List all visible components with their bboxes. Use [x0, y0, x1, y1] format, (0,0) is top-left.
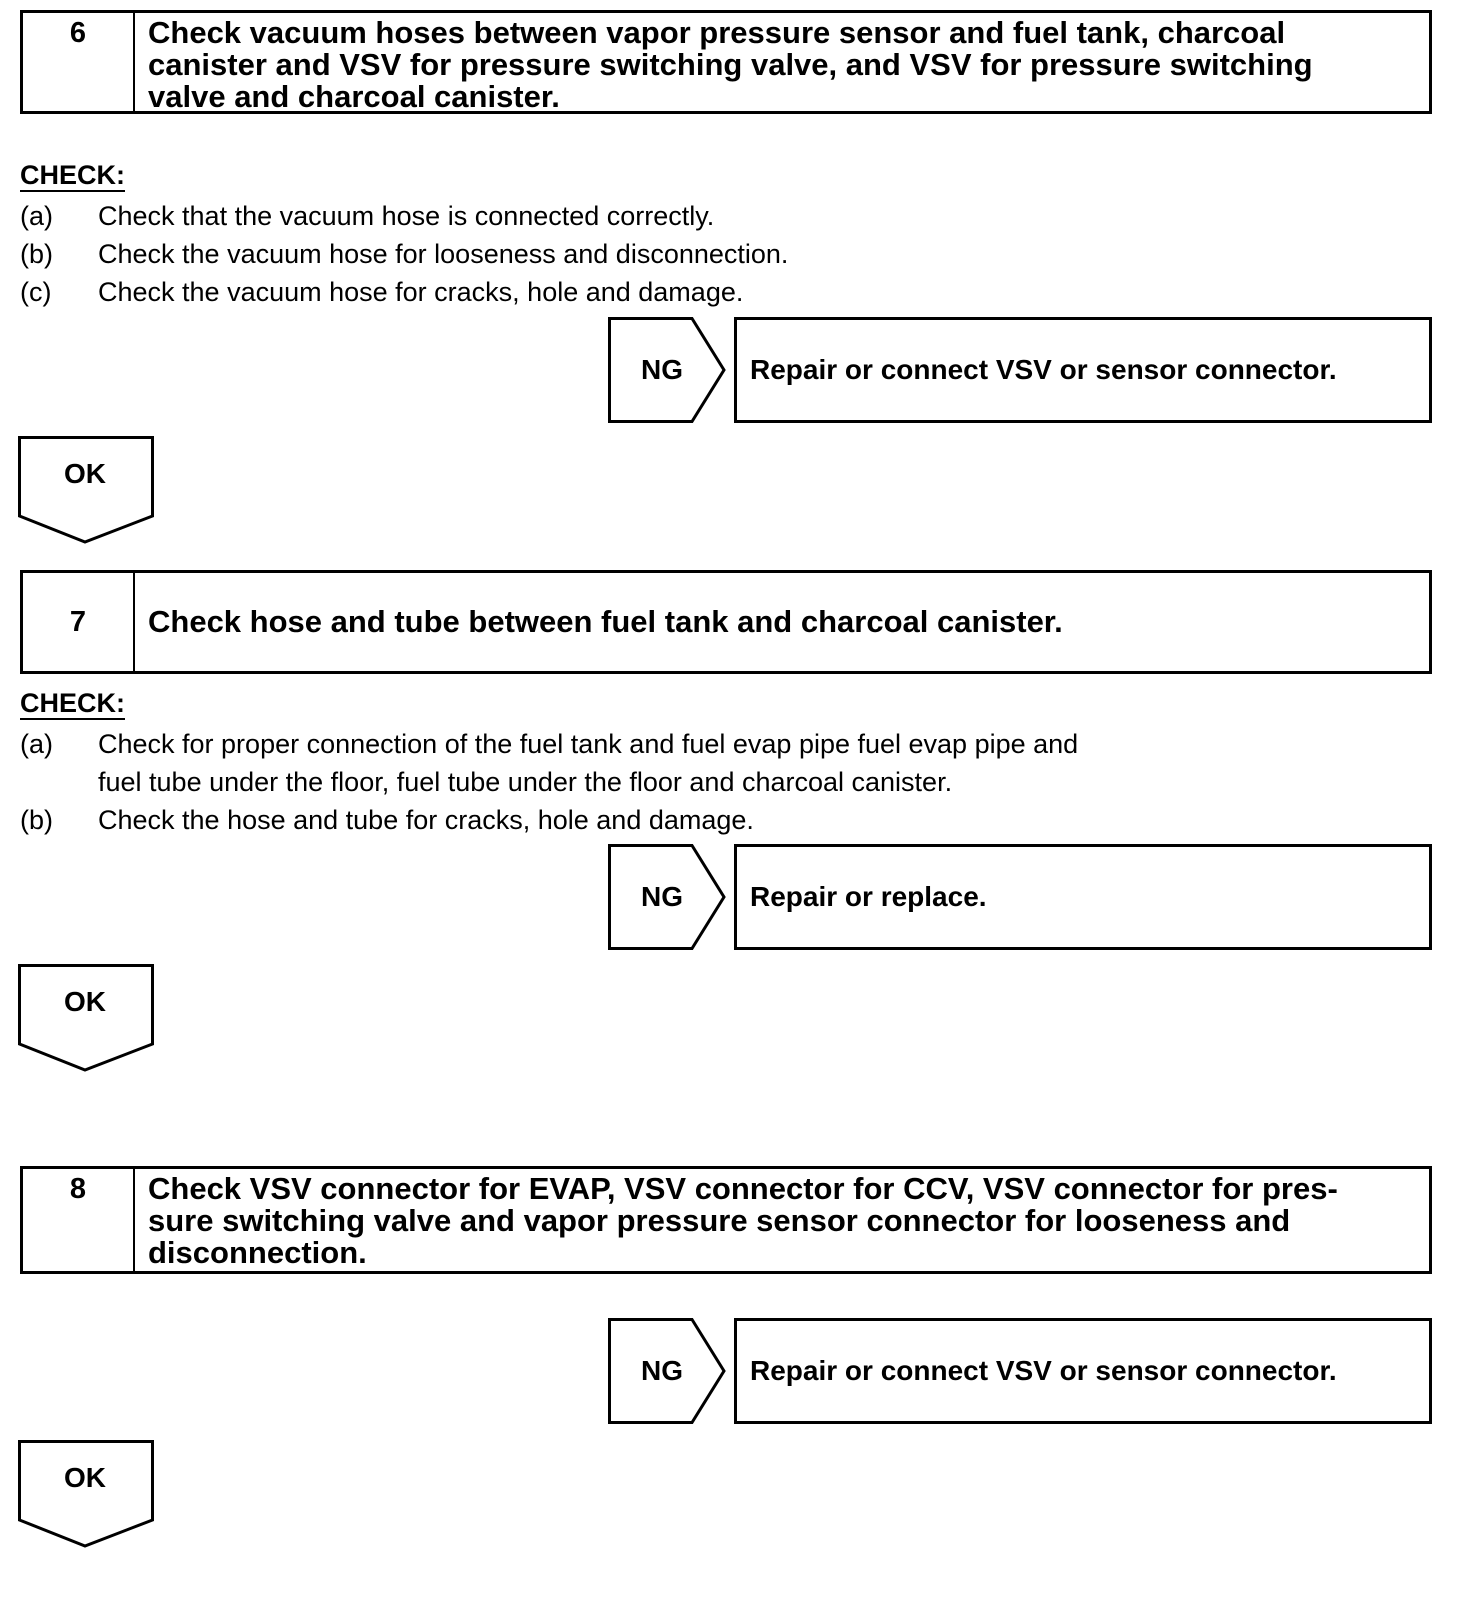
step-title-line: disconnection. [148, 1235, 367, 1270]
step-8-header [20, 1166, 1432, 1274]
step-title [135, 573, 1429, 671]
check-item [20, 197, 714, 235]
ok-label: OK [64, 1462, 106, 1493]
item-letter: (b) [20, 805, 53, 835]
ok-label: OK [64, 986, 106, 1017]
step-title-line: Check VSV connector for EVAP, VSV connector for CCV, VSV connector for pres- [148, 1171, 1338, 1206]
check-item [20, 235, 788, 273]
ng-arrow [608, 844, 728, 950]
ok-arrow [18, 964, 156, 1074]
ng-label: NG [641, 1355, 683, 1386]
ng-label: NG [641, 354, 683, 385]
step-title-line: Check vacuum hoses between vapor pressure sensor and fuel tank, charcoal [148, 15, 1286, 50]
ok-arrow [18, 1440, 156, 1550]
step-title-line: canister and VSV for pressure switching valve, and VSV for pressure switching [148, 47, 1313, 82]
ng-arrow [608, 1318, 728, 1424]
item-letter: (a) [20, 201, 53, 231]
item-text: Check the vacuum hose for cracks, hole and damage. [98, 277, 744, 307]
step-6-header [20, 10, 1432, 114]
ng-action-box: Repair or replace. [734, 844, 1432, 950]
step-title-line: valve and charcoal canister. [148, 79, 560, 114]
item-letter: (c) [20, 277, 52, 307]
item-text: Check the vacuum hose for looseness and disconnection. [98, 239, 789, 269]
ok-arrow [18, 436, 156, 546]
ng-action-box: Repair or connect VSV or sensor connector. [734, 1318, 1432, 1424]
item-text: Check that the vacuum hose is connected correctly. [98, 201, 715, 231]
check-item [20, 273, 743, 311]
step-7-header [20, 570, 1432, 674]
check-label: CHECK: [20, 688, 125, 718]
step-title-line: sure switching valve and vapor pressure sensor connector for looseness and [148, 1203, 1291, 1238]
ok-label: OK [64, 458, 106, 489]
item-text [98, 725, 1078, 801]
ng-arrow [608, 317, 728, 423]
step-number: 8 [23, 1169, 135, 1271]
ng-label: NG [641, 881, 683, 912]
step-title [135, 13, 1429, 114]
step-title-line: Check hose and tube between fuel tank and charcoal canister. [148, 604, 1063, 639]
item-text-line: Check for proper connection of the fuel tank and fuel evap pipe fuel evap pipe and [98, 729, 1079, 759]
step-number: 7 [23, 573, 135, 671]
item-text: Check the hose and tube for cracks, hole and damage. [98, 805, 754, 835]
check-item [20, 725, 1078, 801]
step-number: 6 [23, 13, 135, 111]
ng-action-box: Repair or connect VSV or sensor connector. [734, 317, 1432, 423]
item-letter: (b) [20, 239, 53, 269]
check-item [20, 801, 754, 839]
item-letter: (a) [20, 729, 53, 759]
step-title [135, 1169, 1429, 1271]
item-text-line: fuel tube under the floor, fuel tube under the floor and charcoal canister. [98, 767, 953, 797]
check-label: CHECK: [20, 160, 125, 190]
